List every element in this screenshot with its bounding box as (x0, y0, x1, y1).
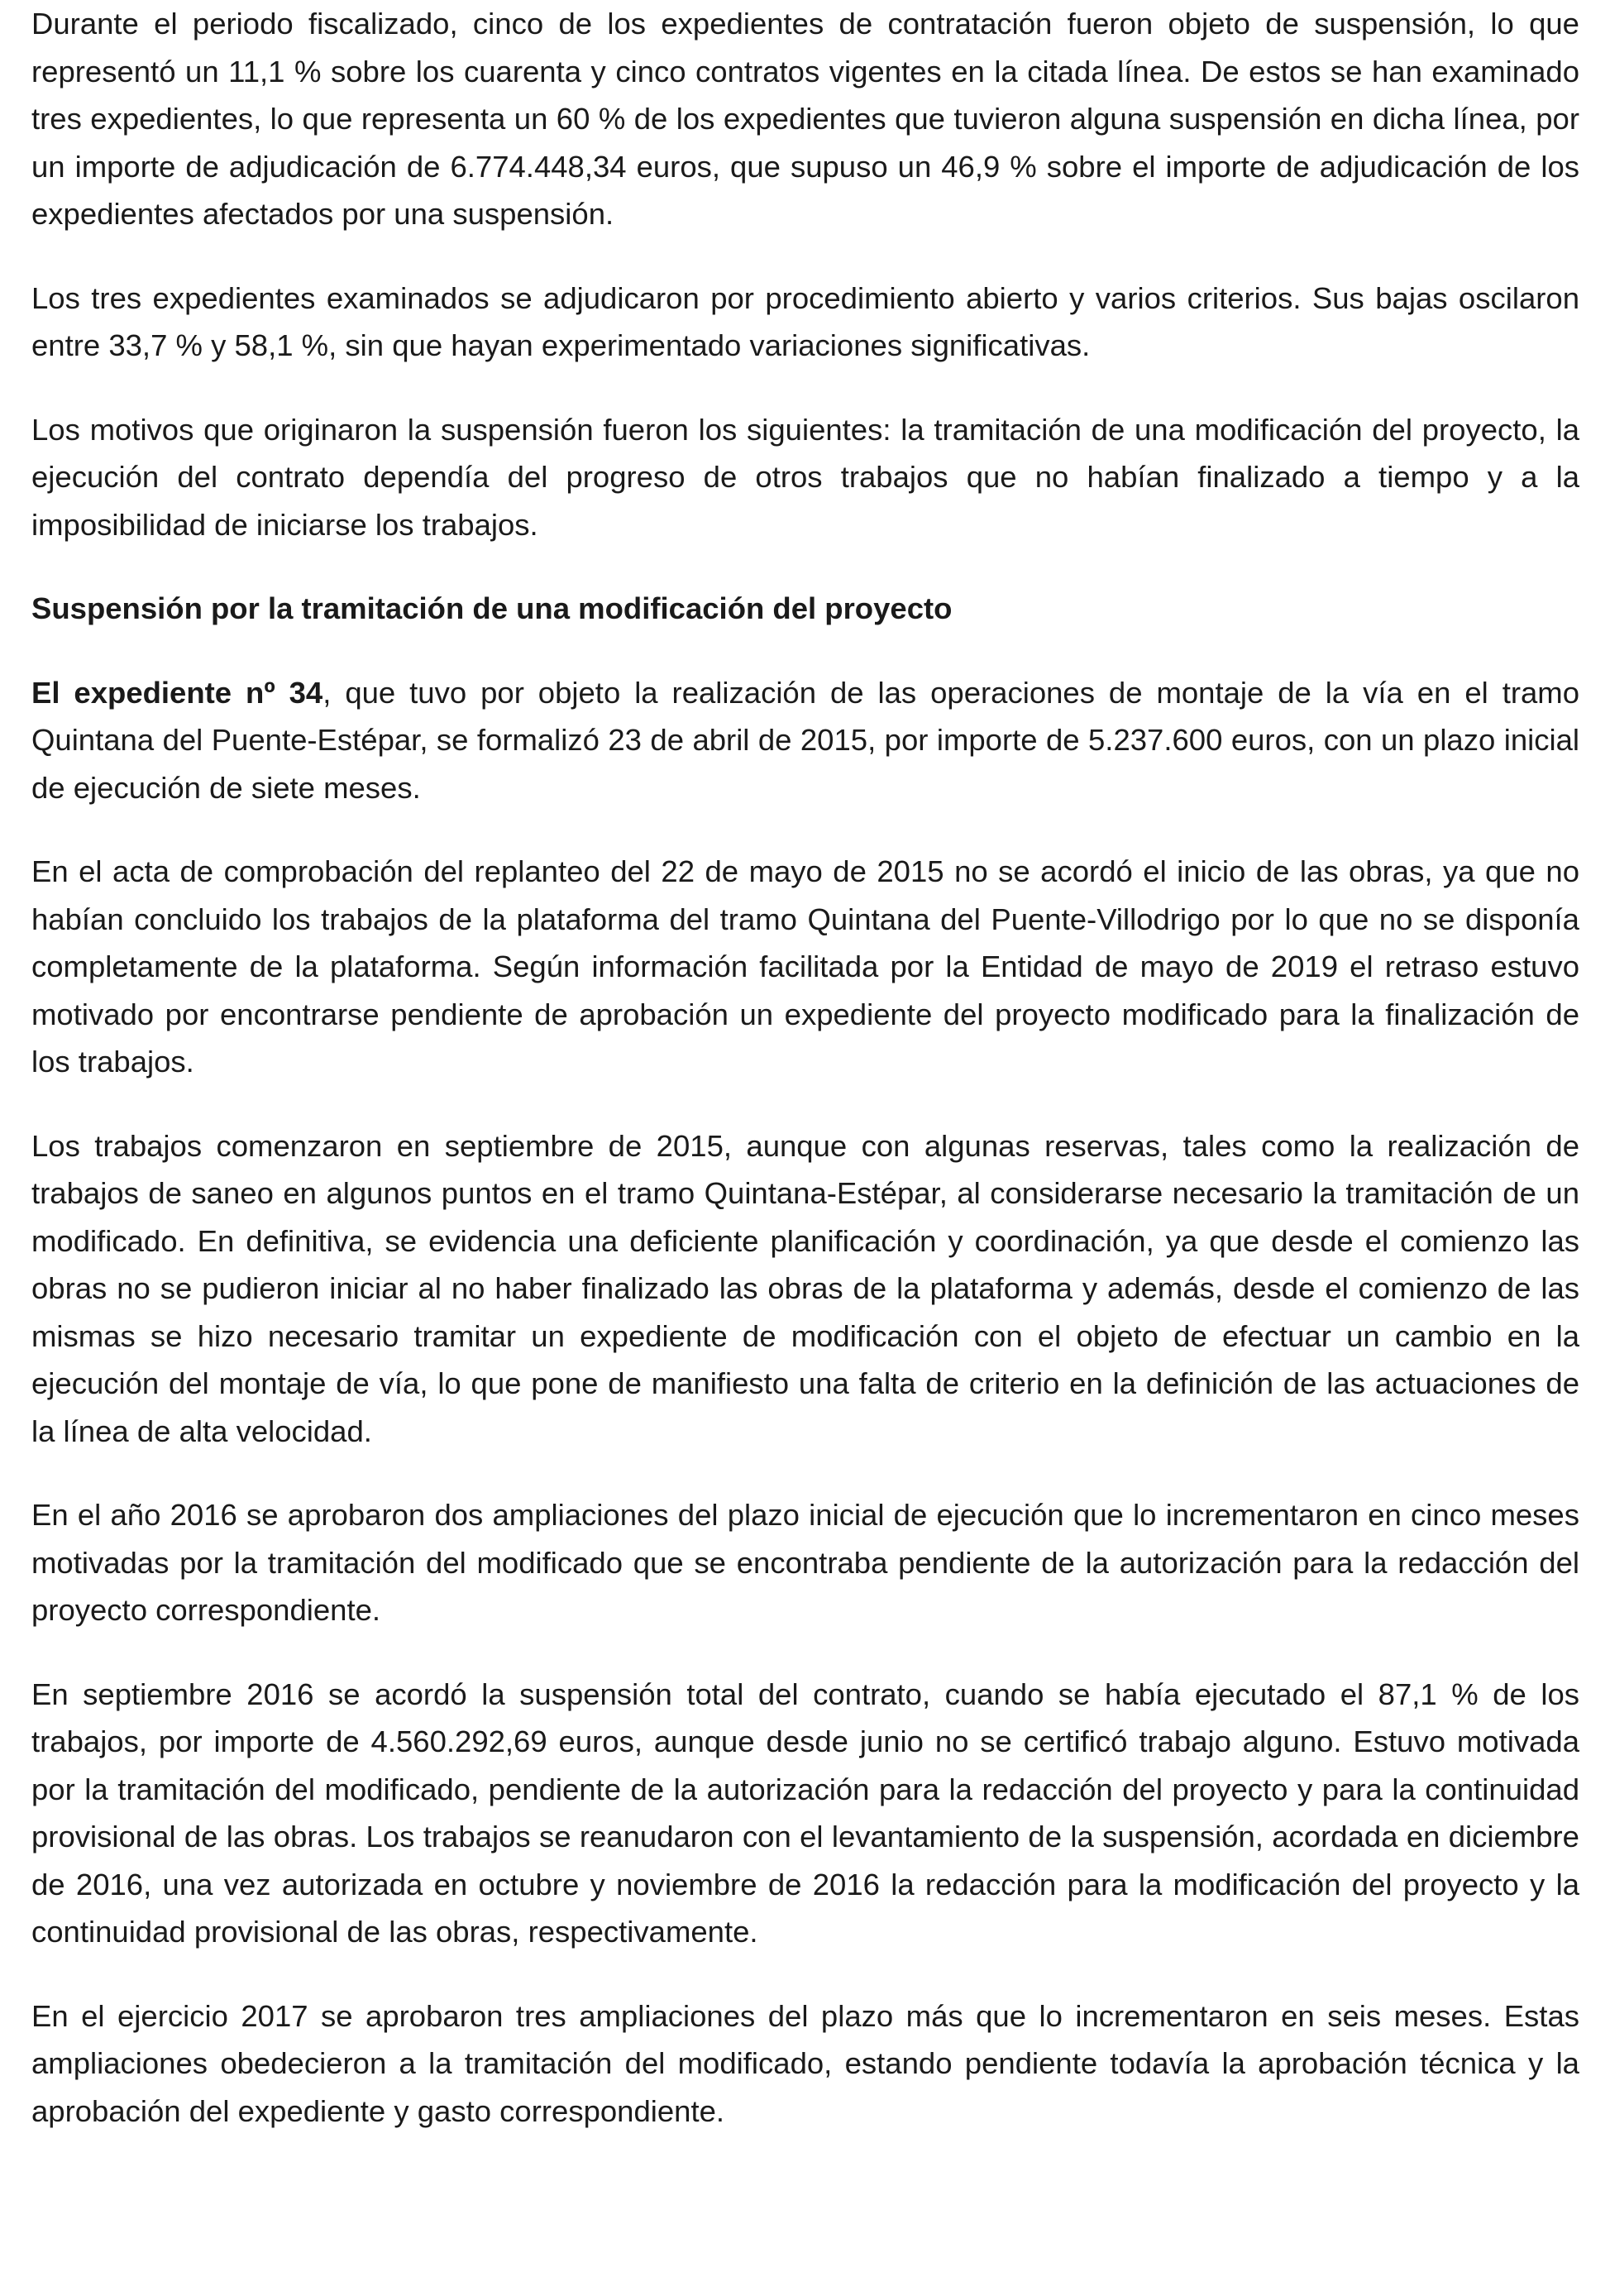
document-page (31, 0, 1579, 2171)
paragraph-works-start: Los trabajos comenzaron en septiembre de 2015, aunque con algunas reservas, tales como la realización de trabajos de saneo en algunos puntos en el tramo Quintana-Estépar, al considerarse necesario la tramitación de un modificado. En definitiva, se evidencia una deficiente planificación y coordinación, ya que desde el comienzo las obras no se pudieron iniciar al no haber finalizado las obras de la plataforma y además, desde el comienzo de las mismas se hizo necesario tramitar un expediente de modificación con el objeto de efectuar un cambio en la ejecución del montaje de vía, lo que pone de manifiesto una falta de criterio en la definición de las actuaciones de la línea de alta velocidad. (31, 1128, 1579, 1448)
paragraph-replanteo: En el acta de comprobación del replanteo del 22 de mayo de 2015 no se acordó el inicio de las obras, ya que no habían concluido los trabajos de la plataforma del tramo Quintana del Puente-Villodrigo por lo que no se disponía completamente de la plataforma. Según información facilitada por la Entidad de mayo de 2019 el retraso estuvo motivado por encontrarse pendiente de aprobación un expediente del proyecto modificado para la finalización de los trabajos. (31, 854, 1579, 1079)
paragraph-award-procedure: Los tres expedientes examinados se adjudicaron por procedimiento abierto y varios criterios. Sus bajas oscilaron entre 33,7 % y 58,1 %, sin que hayan experimentado variaciones significativas. (31, 280, 1579, 362)
paragraph-2016-extensions: En el año 2016 se aprobaron dos ampliaciones del plazo inicial de ejecución que lo incrementaron en cinco meses motivadas por la tramitación del modificado que se encontraba pendiente de la autorización para la redacción del proyecto correspondiente. (31, 1498, 1579, 1627)
expediente-bold-lead: El expediente nº 34 (31, 675, 323, 710)
paragraph-suspension-summary: Durante el periodo fiscalizado, cinco de los expedientes de contratación fueron objeto de suspensión, lo que representó un 11,1 % sobre los cuarenta y cinco contratos vigentes en la citada línea. De estos se han examinado tres expedientes, lo que representa un 60 % de los expedientes que tuvieron alguna suspensión en dicha línea, por un importe de adjudicación de 6.774.448,34 euros, que supuso un 46,9 % sobre el importe de adjudicación de los expedientes afectados por una suspensión. (31, 7, 1579, 231)
paragraph-expediente-34 (31, 669, 1579, 812)
expediente-text: , que tuvo por objeto la realización de las operaciones de montaje de la vía en el tramo Quintana del Puente-Estépar, se formalizó 23 de abril de 2015, por importe de 5.237.600 euros, con un plazo inicial de ejecución de siete meses. (31, 675, 1579, 805)
paragraph-total-suspension: En septiembre 2016 se acordó la suspensión total del contrato, cuando se había ejecutado el 87,1 % de los trabajos, por importe de 4.560.292,69 euros, aunque desde junio no se certificó trabajo alguno. Estuvo motivada por la tramitación del modificado, pendiente de la autorización para la redacción del proyecto y para la continuidad provisional de las obras. Los trabajos se reanudaron con el levantamiento de la suspensión, acordada en diciembre de 2016, una vez autorizada en octubre y noviembre de 2016 la redacción para la modificación del proyecto y la continuidad provisional de las obras, respectivamente. (31, 1677, 1579, 1949)
paragraph-2017-extensions: En el ejercicio 2017 se aprobaron tres ampliaciones del plazo más que lo incrementaron en seis meses. Estas ampliaciones obedecieron a la tramitación del modificado, estando pendiente todavía la aprobación técnica y la aprobación del expediente y gasto correspondiente. (31, 1998, 1579, 2128)
paragraph-suspension-reasons: Los motivos que originaron la suspensión fueron los siguientes: la tramitación de una modificación del proyecto, la ejecución del contrato dependía del progreso de otros trabajos que no habían finalizado a tiempo y a la imposibilidad de iniciarse los trabajos. (31, 412, 1579, 542)
section-heading: Suspensión por la tramitación de una modificación del proyecto (31, 591, 953, 625)
